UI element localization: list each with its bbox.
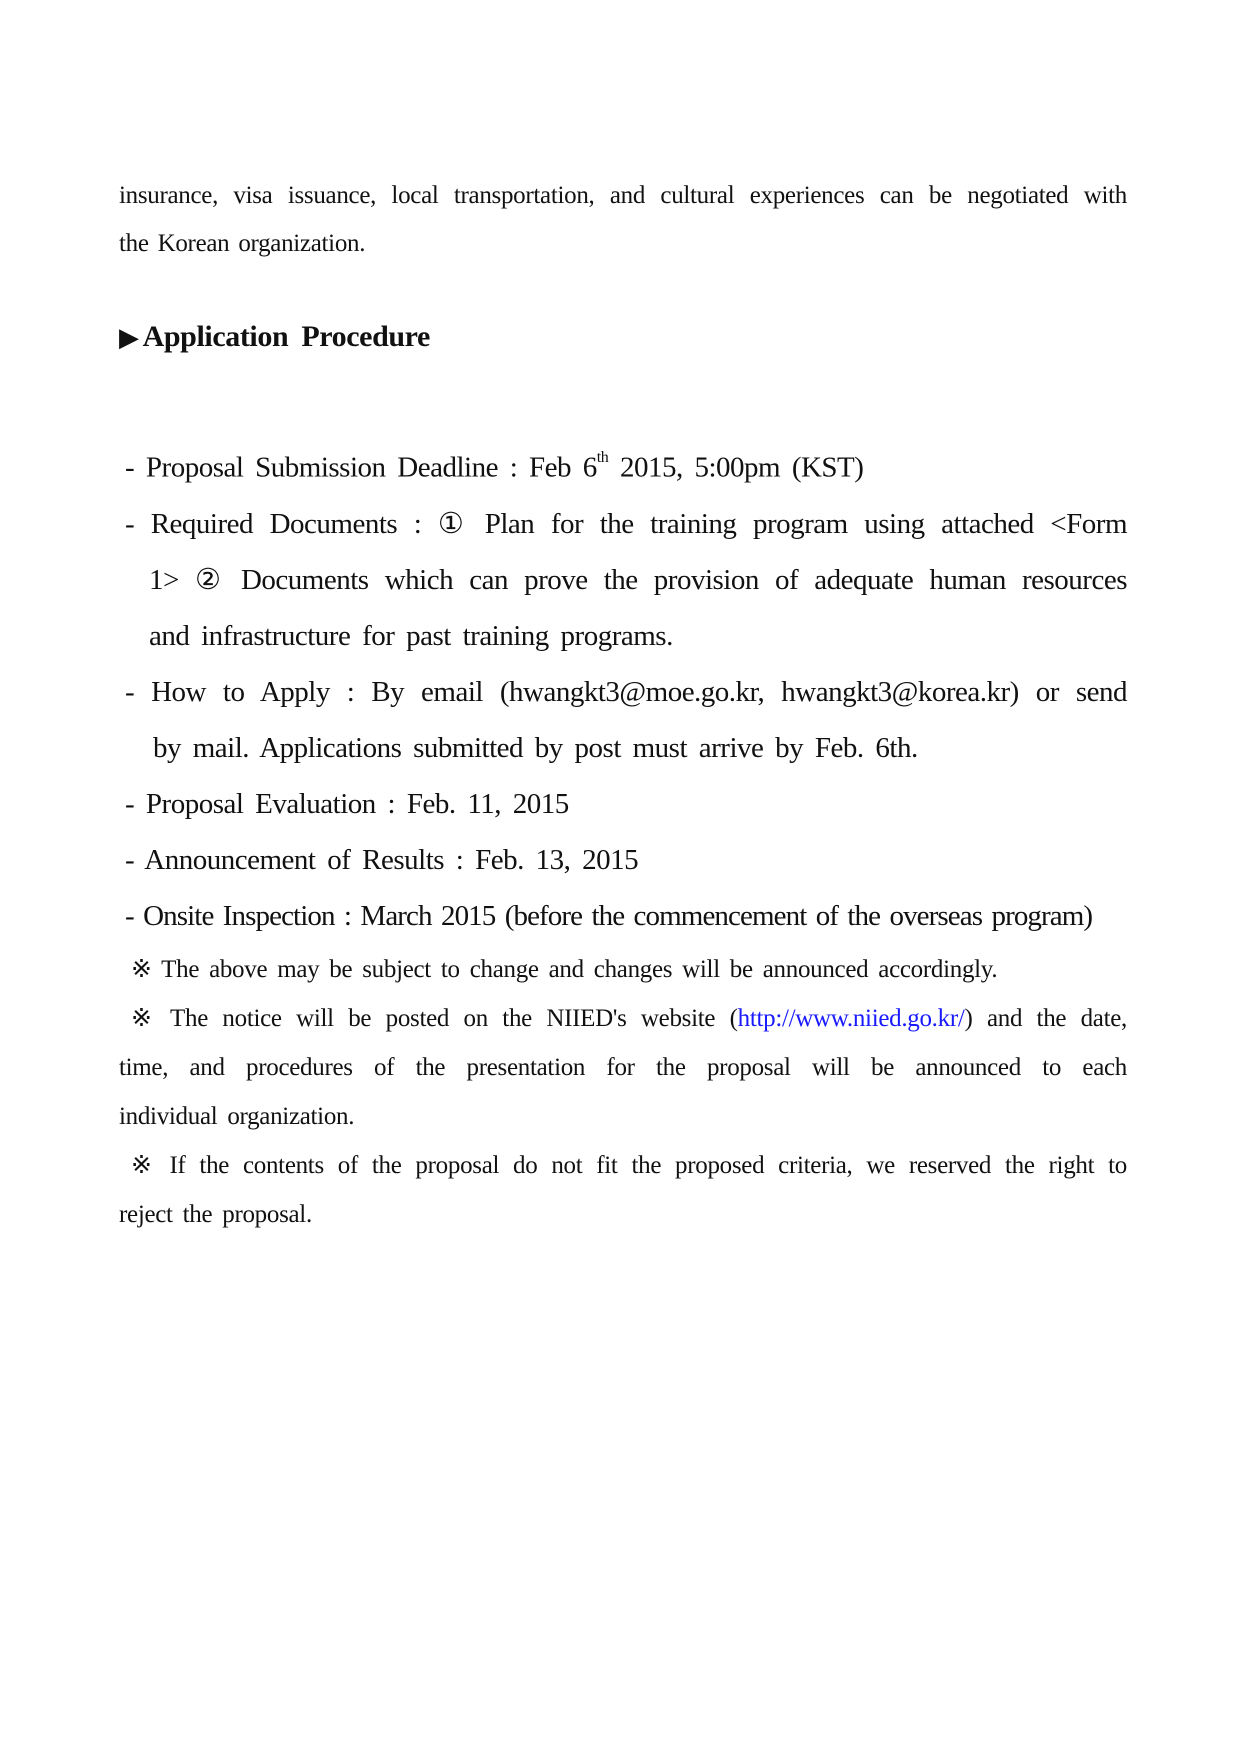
list-item-evaluation: - Proposal Evaluation : Feb. 11, 2015 — [125, 787, 569, 820]
triangle-marker-icon: ▶ — [119, 323, 139, 352]
section-heading — [119, 320, 430, 354]
intro-paragraph — [119, 172, 1127, 268]
note-website-posting: ※ The notice will be posted on the NIIED's website (http://www.niied.go.kr/) and the date, time, and procedures of the presentation for the proposal will be announced to each individual organization. — [119, 1005, 1127, 1130]
list-item-announcement: - Announcement of Results : Feb. 13, 2015 — [125, 843, 639, 876]
section-title: Application Procedure — [142, 320, 430, 353]
niied-website-link[interactable]: http://www.niied.go.kr/ — [737, 1005, 965, 1032]
list-item-how-to-apply: - How to Apply : By email (hwangkt3@moe.go.kr, hwangkt3@korea.kr) or send by mail. Applications submitted by post must arrive by Feb. 6th. — [125, 675, 1127, 764]
note-change-notice: ※ The above may be subject to change and changes will be announced accordingly. — [131, 956, 998, 983]
list-item-inspection: - Onsite Inspection : March 2015 (before the commencement of the overseas program) — [125, 899, 1093, 932]
superscript-th: th — [596, 449, 609, 466]
procedure-list — [125, 434, 1127, 944]
list-item-required-documents: - Required Documents : ① Plan for the training program using attached <Form 1> ② Documents which can prove the provision of adequate human resources and infrastructure for past training programs. — [125, 507, 1127, 652]
intro-line-1: insurance, visa issuance, local transportation, and cultural experiences can be negotiated with — [119, 182, 1127, 209]
note-reserved-rights: ※ If the contents of the proposal do not fit the proposed criteria, we reserved the right to reject the proposal. — [119, 1152, 1127, 1228]
list-item-deadline: - Proposal Submission Deadline : Feb 6th 2015, 5:00pm (KST) — [125, 449, 864, 484]
intro-line-2: the Korean organization. — [119, 230, 366, 257]
notes-section — [119, 945, 1127, 1239]
